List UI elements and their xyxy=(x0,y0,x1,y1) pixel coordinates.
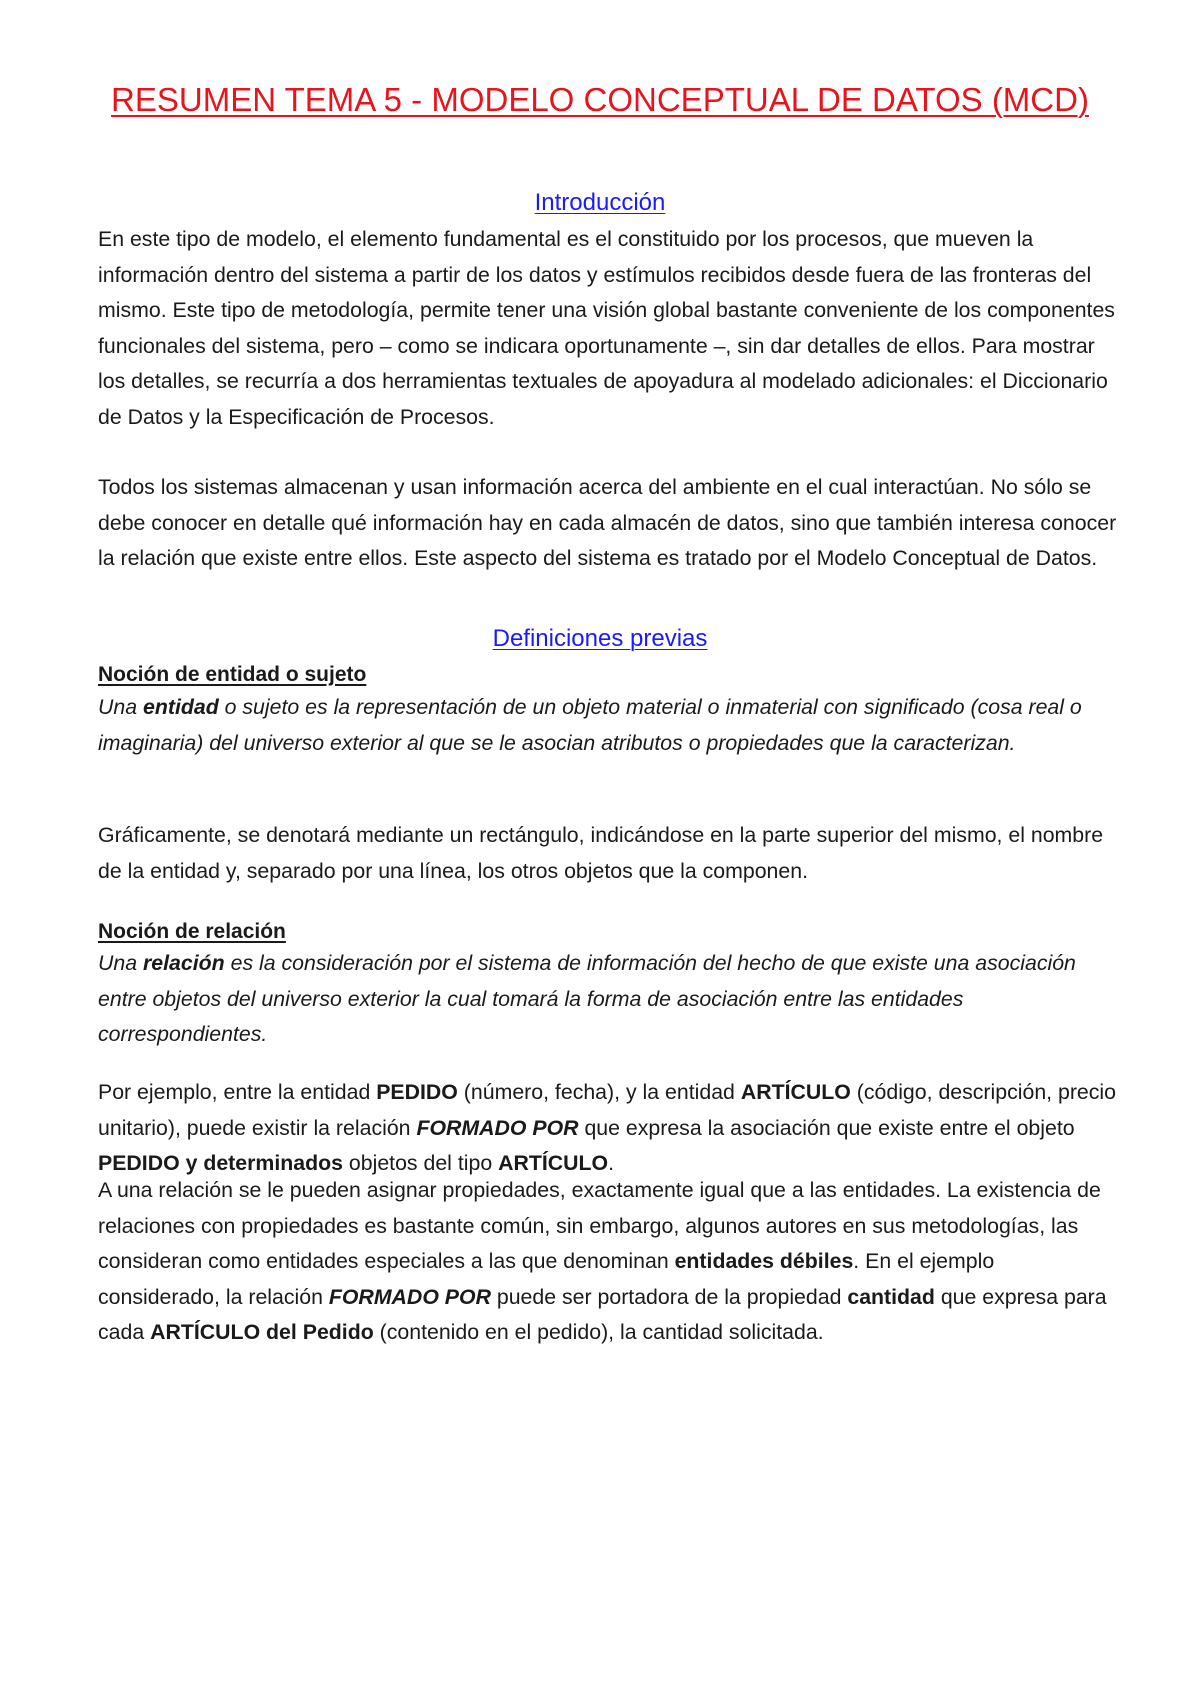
intro-paragraph-1: En este tipo de modelo, el elemento fundamental es el constituido por los procesos, que mueven la información dentro del sistema a partir de los datos y estímulos recibidos desde fuera de las fronteras del mismo. Este tipo de metodología, permite tener una visión global bastante conveniente de los componentes funcionales del sistema, pero – como se indicara oportunamente –, sin dar detalles de ellos. Para mostrar los detalles, se recurría a dos herramientas textuales de apoyadura al modelado adicionales: el Diccionario de Datos y la Especificación de Procesos. xyxy=(98,227,1115,429)
ej-text-10: . xyxy=(608,1151,615,1175)
relacion-properties xyxy=(98,1173,1118,1351)
intro-heading: Introducción xyxy=(534,189,666,216)
definiciones-heading: Definiciones previas xyxy=(492,625,708,652)
entidad-def-pre: Una xyxy=(98,695,143,719)
relacion-heading: Noción de relación xyxy=(98,920,286,943)
ej-entity-articulo: ARTÍCULO xyxy=(740,1080,851,1104)
prop-text-6: que expresa para cada xyxy=(98,1284,1107,1344)
prop-text-0: A una relación se le pueden asignar propiedades, exactamente igual que a las entidades. La existencia de relaciones con propiedades es bastante común, sin embargo, algunos autores en sus metodologías, las consideran como entidades especiales a las que denominan xyxy=(98,1178,1101,1273)
ej-text-6: que expresa la asociación que existe entre el objeto xyxy=(578,1115,1075,1140)
ej-bold-pedido-determinados: PEDIDO y determinados xyxy=(98,1151,343,1175)
prop-articulo-pedido: ARTÍCULO del Pedido xyxy=(150,1320,374,1344)
entidad-graphic-note: Gráficamente, se denotará mediante un rectángulo, indicándose en la parte superior del mismo, el nombre de la entidad y, separado por una línea, los otros objetos que la componen. xyxy=(98,823,1104,883)
prop-text-8: (contenido en el pedido), la cantidad solicitada. xyxy=(373,1320,824,1344)
relacion-def-post: es la consideración por el sistema de información del hecho de que existe una asociación entre objetos del universo exterior la cual tomará la forma de asociación entre las entidades correspondientes. xyxy=(98,951,1076,1046)
ej-text-2: (número, fecha), y la entidad xyxy=(457,1080,741,1104)
ej-entity-pedido: PEDIDO xyxy=(376,1080,458,1104)
relacion-definition xyxy=(98,946,1118,1053)
prop-text-4: puede ser portadora de la propiedad xyxy=(490,1284,848,1309)
entidad-heading: Noción de entidad o sujeto xyxy=(98,663,367,686)
relacion-def-term: relación xyxy=(143,951,225,975)
document-title: RESUMEN TEMA 5 - MODELO CONCEPTUAL DE DATOS (MCD) xyxy=(111,81,1089,118)
relacion-def-pre: Una xyxy=(98,951,143,975)
prop-relation-formado-por: FORMADO POR xyxy=(328,1284,491,1309)
entidad-def-post: o sujeto es la representación de un objeto material o inmaterial con significado (cosa real o imaginaria) del universo exterior al que se le asocian atributos o propiedades que la caracterizan. xyxy=(98,695,1082,755)
entidad-definition xyxy=(98,690,1118,761)
entidad-def-term: entidad xyxy=(143,695,219,719)
ej-text-0: Por ejemplo, entre la entidad xyxy=(98,1080,377,1104)
relacion-example xyxy=(98,1075,1118,1182)
ej-text-8: objetos del tipo xyxy=(342,1151,499,1175)
ej-text-4: (código, descripción, precio unitario), puede existir la relación xyxy=(98,1080,1117,1140)
prop-entidades-debiles: entidades débiles xyxy=(674,1249,854,1273)
prop-cantidad: cantidad xyxy=(847,1284,935,1309)
ej-entity-articulo-2: ARTÍCULO xyxy=(498,1151,609,1175)
ej-relation-formado-por: FORMADO POR xyxy=(416,1115,579,1140)
prop-text-2: . En el ejemplo considerado, la relación xyxy=(98,1249,995,1309)
intro-paragraph-2: Todos los sistemas almacenan y usan información acerca del ambiente en el cual interactúan. No sólo se debe conocer en detalle qué información hay en cada almacén de datos, sino que también interesa conocer la relación que existe entre ellos. Este aspecto del sistema es tratado por el Modelo Conceptual de Datos. xyxy=(98,475,1117,570)
